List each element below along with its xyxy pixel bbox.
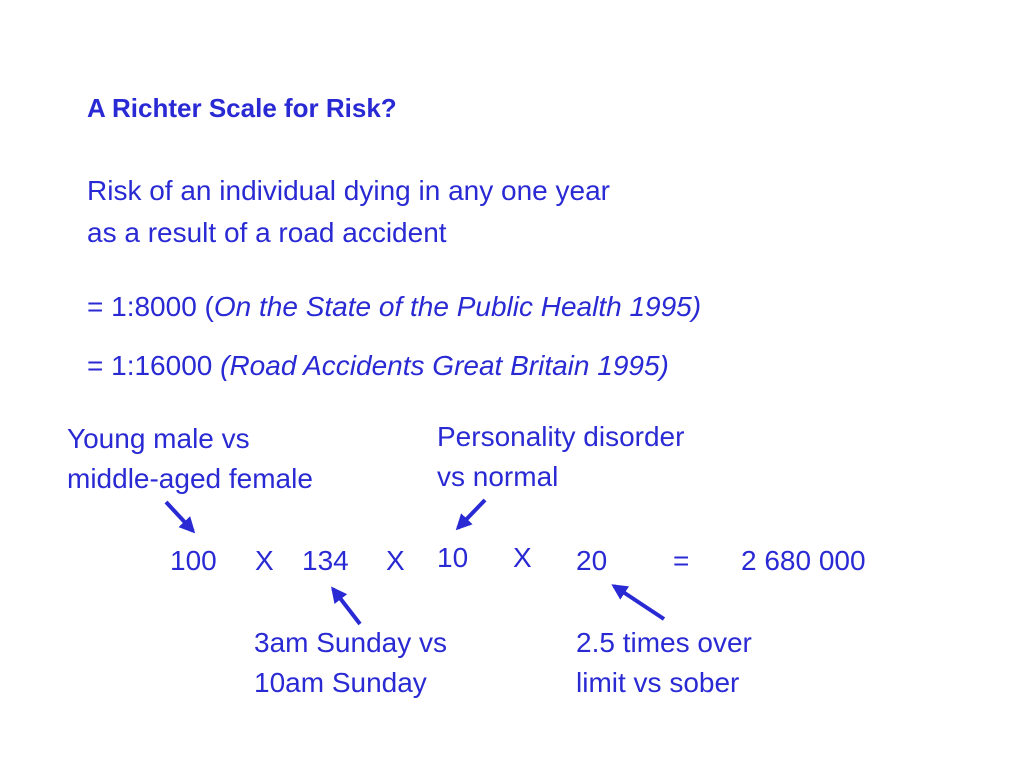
arrow-time-icon (333, 589, 360, 624)
slide-title: A Richter Scale for Risk? (87, 93, 397, 123)
intro-line-2: as a result of a road accident (87, 217, 447, 248)
note-line-2: middle-aged female (67, 463, 313, 494)
factor-alcohol: 20 (576, 545, 608, 576)
note-line-2: limit vs sober (576, 667, 740, 698)
multiply-operator: X (255, 545, 274, 576)
estimate-source: (Road Accidents Great Britain 1995) (220, 350, 669, 381)
estimate-source: On the State of the Public Health 1995) (213, 291, 702, 322)
note-line-1: 2.5 times over (576, 627, 752, 658)
result-value: 2 680 000 (741, 545, 866, 576)
arrow-alcohol-icon (614, 586, 664, 619)
multiply-operator: X (513, 542, 532, 573)
intro-line-1: Risk of an individual dying in any one year (87, 175, 610, 206)
note-line-1: Personality disorder (437, 421, 685, 452)
estimate-ratio: = 1:8000 ( (87, 291, 214, 322)
estimate-ratio: = 1:16000 (87, 350, 221, 381)
note-line-1: Young male vs (67, 423, 250, 454)
factor-time: 134 (302, 545, 349, 576)
arrow-sex-age-icon (166, 502, 193, 531)
multiply-operator: X (386, 545, 405, 576)
arrow-personality-icon (458, 500, 485, 528)
factor-sex-age: 100 (170, 545, 217, 576)
note-line-2: 10am Sunday (254, 667, 427, 698)
factor-personality: 10 (437, 542, 469, 573)
note-line-1: 3am Sunday vs (254, 627, 447, 658)
equals-operator: = (673, 545, 690, 576)
note-line-2: vs normal (437, 461, 559, 492)
